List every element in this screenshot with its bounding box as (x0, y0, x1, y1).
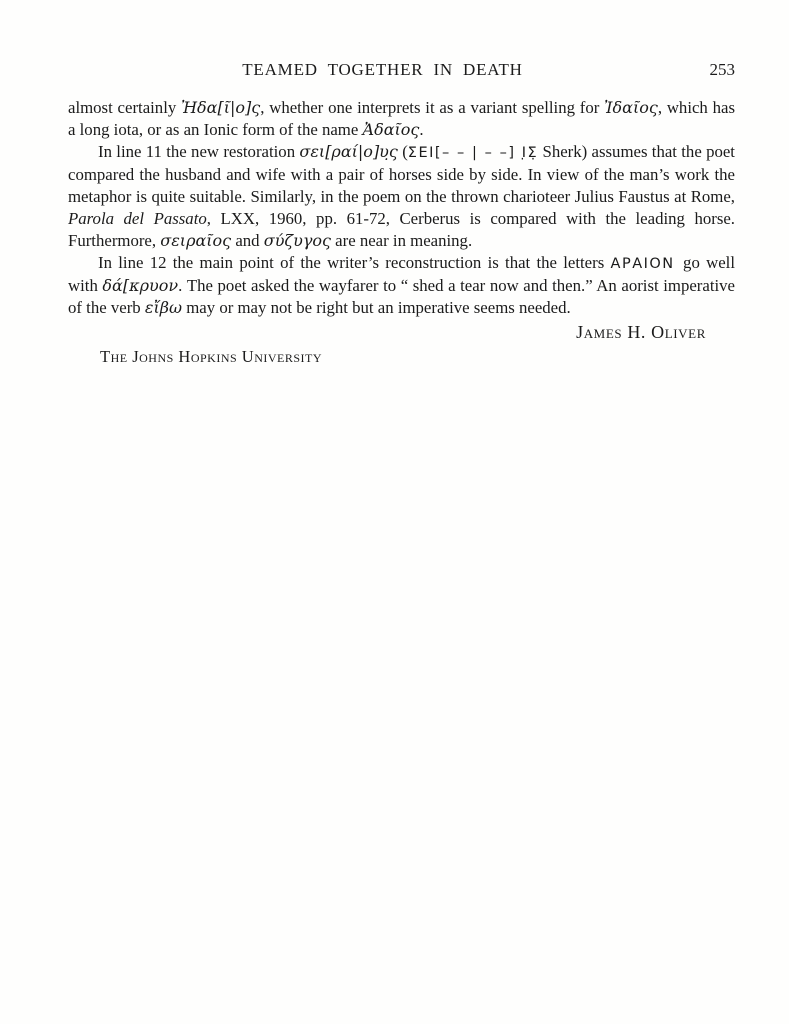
paragraph-continuation (68, 97, 735, 141)
running-head (68, 60, 735, 82)
page-number: 253 (709, 60, 735, 79)
text-segment: , LXX, 1960, pp. 61-72, Cerberus is compared with the leading horse. Furthermore, (68, 209, 735, 250)
article-body (68, 97, 735, 367)
author-affiliation: The Johns Hopkins University (100, 347, 323, 366)
text-segment: In line 11 the new restoration (98, 142, 300, 161)
text-segment: and (231, 231, 264, 250)
text-segment: go well with (68, 253, 735, 295)
author-signature: James H. Oliver (576, 322, 706, 342)
text-segment-greek: Ἠδα[ῖ|ο]ς (181, 98, 261, 117)
text-segment-greek: Ἀδαῖος (362, 120, 420, 139)
text-segment: , which has a long iota, or as an Ionic form of the name (68, 98, 735, 139)
text-segment: are near in meaning. (330, 231, 473, 250)
text-segment-epig: ΑΡΑΙΟΝ (610, 256, 675, 272)
text-segment-greek: σειραῖος (160, 231, 232, 250)
paragraph-line-12 (68, 252, 735, 319)
text-segment: . (419, 120, 424, 139)
text-segment-italic: Parola del Passato (68, 209, 207, 228)
text-segment: ( (397, 142, 408, 161)
text-segment-greek: σύζυγος (263, 231, 331, 250)
text-segment: , whether one interprets it as a variant spelling for (260, 98, 605, 117)
article-title: TEAMED TOGETHER IN DEATH (242, 60, 523, 79)
text-segment-greek: δά[κρυον (102, 276, 179, 295)
text-segment-epig: ΣΕΙ[– – | – –] Ι̣Σ̣ (407, 145, 539, 161)
text-segment: Sherk) assumes that the poet compared the husband and wife with a pair of horses side by side. In view of the man’s work the metaphor is quite suitable. Similarly, in the poem on the thrown charioteer Julius Faustus at Rome, (68, 142, 735, 206)
text-segment: may or may not be right but an imperative seems needed. (182, 298, 571, 317)
text-segment-greek: σει[ραί|ο]υ̣ς (299, 142, 398, 161)
paragraph-line-11 (68, 141, 735, 252)
text-segment: In line 12 the main point of the writer’s reconstruction is that the letters (98, 253, 611, 272)
text-segment: almost certainly (68, 98, 182, 117)
text-segment-greek: Ἰδαῖος (604, 98, 658, 117)
text-segment: . The poet asked the wayfarer to “ shed a tear now and then.” An aorist imperative of the verb (68, 276, 735, 317)
text-segment-greek: εἴβω (144, 298, 183, 317)
